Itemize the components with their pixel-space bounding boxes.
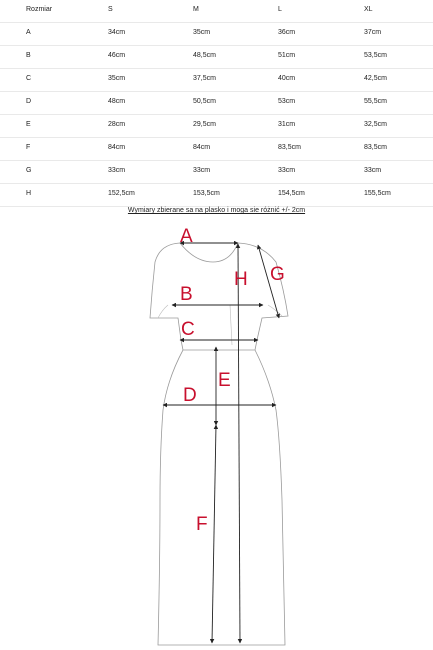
label-d: D: [183, 385, 197, 406]
header-l: L: [278, 6, 282, 13]
table-row: [0, 46, 433, 69]
table-cell: 51cm: [278, 52, 296, 59]
table-cell: 34cm: [108, 29, 126, 36]
table-cell: 50,5cm: [193, 98, 216, 105]
table-cell: 84cm: [108, 144, 126, 151]
table-cell: 48,5cm: [193, 52, 216, 59]
row-label: A: [26, 29, 31, 36]
label-c: C: [181, 319, 195, 340]
dress-seams: [158, 305, 282, 345]
table-cell: 37cm: [364, 29, 382, 36]
table-cell: 40cm: [278, 75, 296, 82]
line-f: [212, 425, 216, 643]
table-cell: 84cm: [193, 144, 211, 151]
table-cell: 155,5cm: [364, 190, 391, 197]
row-label: C: [26, 75, 32, 82]
table-cell: 53cm: [278, 98, 296, 105]
label-f: F: [196, 514, 208, 535]
table-cell: 153,5cm: [193, 190, 220, 197]
table-cell: 31cm: [278, 121, 296, 128]
table-cell: 53,5cm: [364, 52, 387, 59]
table-cell: 33cm: [193, 167, 211, 174]
table-cell: 33cm: [278, 167, 296, 174]
header-xl: XL: [364, 6, 373, 13]
table-cell: 29,5cm: [193, 121, 216, 128]
label-b: B: [180, 284, 193, 305]
row-label: D: [26, 98, 32, 105]
line-h: [238, 244, 240, 643]
dress-outline: [150, 243, 288, 645]
table-cell: 37,5cm: [193, 75, 216, 82]
table-cell: 83,5cm: [364, 144, 387, 151]
table-row: [0, 138, 433, 161]
label-e: E: [218, 370, 231, 391]
table-cell: 28cm: [108, 121, 126, 128]
measurement-note: Wymiary zbierane sa na plasko i moga sie różnić +/- 2cm: [127, 207, 306, 214]
table-row: [0, 115, 433, 138]
table-cell: 36cm: [278, 29, 296, 36]
label-a: A: [180, 226, 193, 247]
table-row: [0, 23, 433, 46]
table-header-row: [0, 0, 433, 23]
table-cell: 42,5cm: [364, 75, 387, 82]
label-g: G: [270, 264, 285, 285]
row-label: E: [26, 121, 31, 128]
row-label: F: [26, 144, 31, 151]
table-cell: 33cm: [364, 167, 382, 174]
row-label: H: [26, 190, 32, 197]
table-cell: 48cm: [108, 98, 126, 105]
row-label: B: [26, 52, 31, 59]
table-cell: 33cm: [108, 167, 126, 174]
header-size: Rozmiar: [26, 6, 53, 13]
table-cell: 32,5cm: [364, 121, 387, 128]
table-cell: 46cm: [108, 52, 126, 59]
table-cell: 55,5cm: [364, 98, 387, 105]
table-row: [0, 184, 433, 207]
table-cell: 83,5cm: [278, 144, 301, 151]
table-row: [0, 92, 433, 115]
row-label: G: [26, 167, 32, 174]
header-m: M: [193, 6, 199, 13]
table-row: [0, 69, 433, 92]
label-h: H: [234, 269, 248, 290]
table-cell: 152,5cm: [108, 190, 135, 197]
dress-measurement-diagram: [0, 218, 433, 648]
table-row: [0, 161, 433, 184]
size-table: [0, 0, 433, 207]
table-cell: 35cm: [193, 29, 211, 36]
header-s: S: [108, 6, 113, 13]
table-cell: 35cm: [108, 75, 126, 82]
table-cell: 154,5cm: [278, 190, 305, 197]
